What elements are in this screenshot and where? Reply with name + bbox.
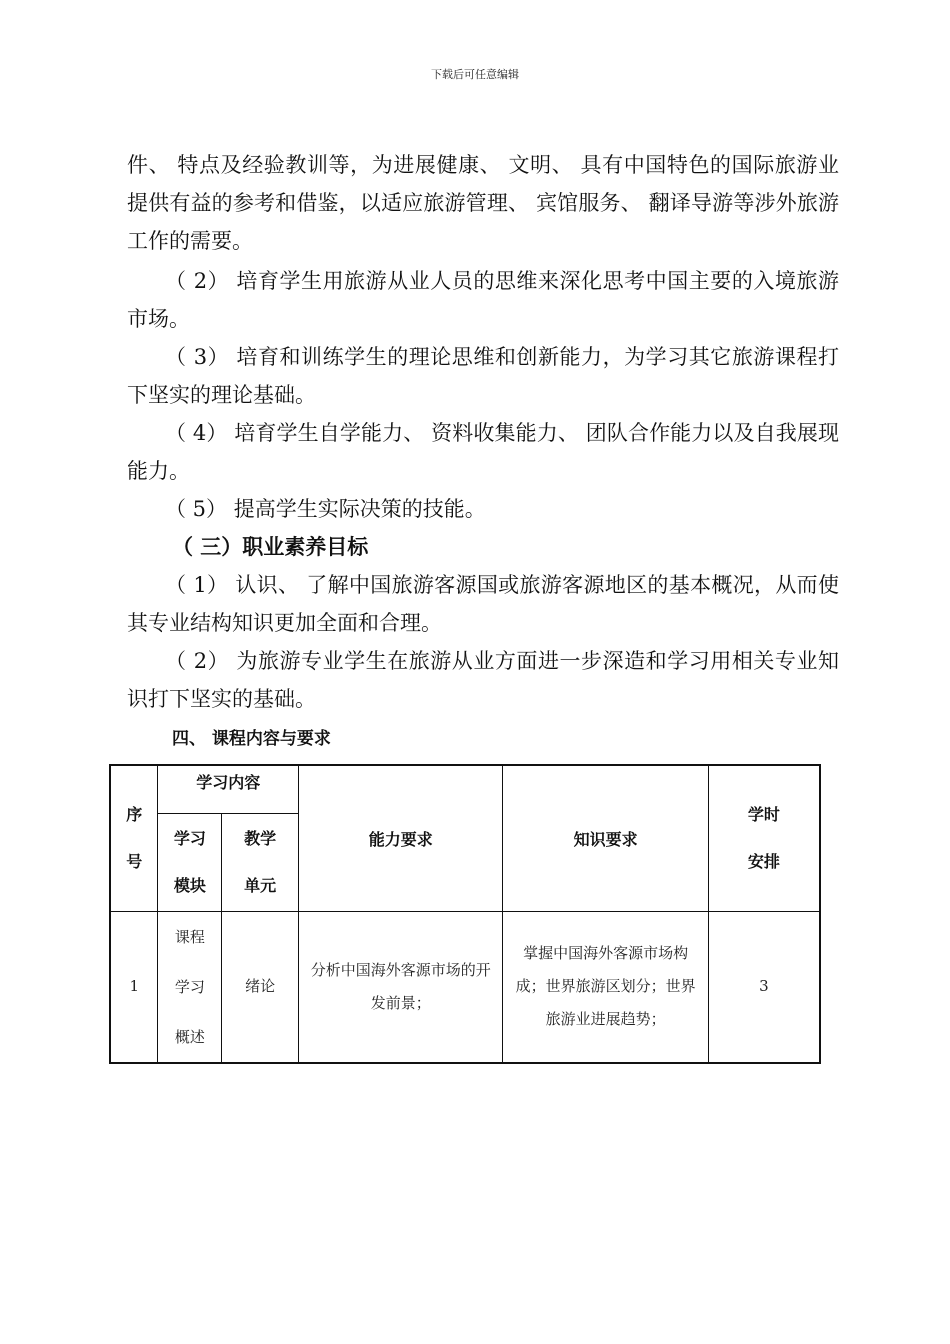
objective-2: （ 2） 培育学生用旅游从业人员的思维来深化思考中国主要的入境旅游市场。 [127,269,839,331]
page-header: 下载后可任意编辑 [431,68,519,81]
row-hours: 3 [708,911,820,1063]
header-teaching-unit: 教学 单元 [222,813,299,911]
objective-5: （ 5） 提高学生实际决策的技能。 [165,497,486,521]
header-hours: 学时 安排 [708,765,820,911]
section-heading-professional-quality: （ 三）职业素养目标 [172,535,369,559]
row-seq: 1 [110,911,158,1063]
paragraph-continuation: 件、 特点及经验教训等，为进展健康、 文明、 具有中国特色的国际旅游业提供有益的参考和借鉴，以适应旅游管理、 宾馆服务、 翻译导游等涉外旅游工作的需要。 [127,153,839,253]
row-unit: 绪论 [222,911,299,1063]
row-module: 课程 学习 概述 [158,911,222,1063]
header-learning-module: 学习 模块 [158,813,222,911]
row-knowledge: 掌握中国海外客源市场构成；世界旅游区划分；世界旅游业进展趋势； [503,911,708,1063]
header-seq: 序 号 [110,765,158,911]
objective-4: （ 4） 培育学生自学能力、 资料收集能力、 团队合作能力以及自我展现能力。 [127,421,839,483]
header-ability-requirement: 能力要求 [299,765,503,911]
quality-objective-2: （ 2） 为旅游专业学生在旅游从业方面进一步深造和学习用相关专业知识打下坚实的基础。 [127,649,839,711]
header-knowledge-requirement: 知识要求 [503,765,708,911]
section-heading-course-content: 四、 课程内容与要求 [172,729,331,749]
row-ability: 分析中国海外客源市场的开发前景； [299,911,503,1063]
course-content-table [109,764,821,1064]
objective-3: （ 3） 培育和训练学生的理论思维和创新能力，为学习其它旅游课程打下坚实的理论基础。 [127,345,839,407]
header-learning-content: 学习内容 [158,765,299,813]
quality-objective-1: （ 1） 认识、 了解中国旅游客源国或旅游客源地区的基本概况，从而使其专业结构知识更加全面和合理。 [127,573,839,635]
table-row [110,911,820,1063]
